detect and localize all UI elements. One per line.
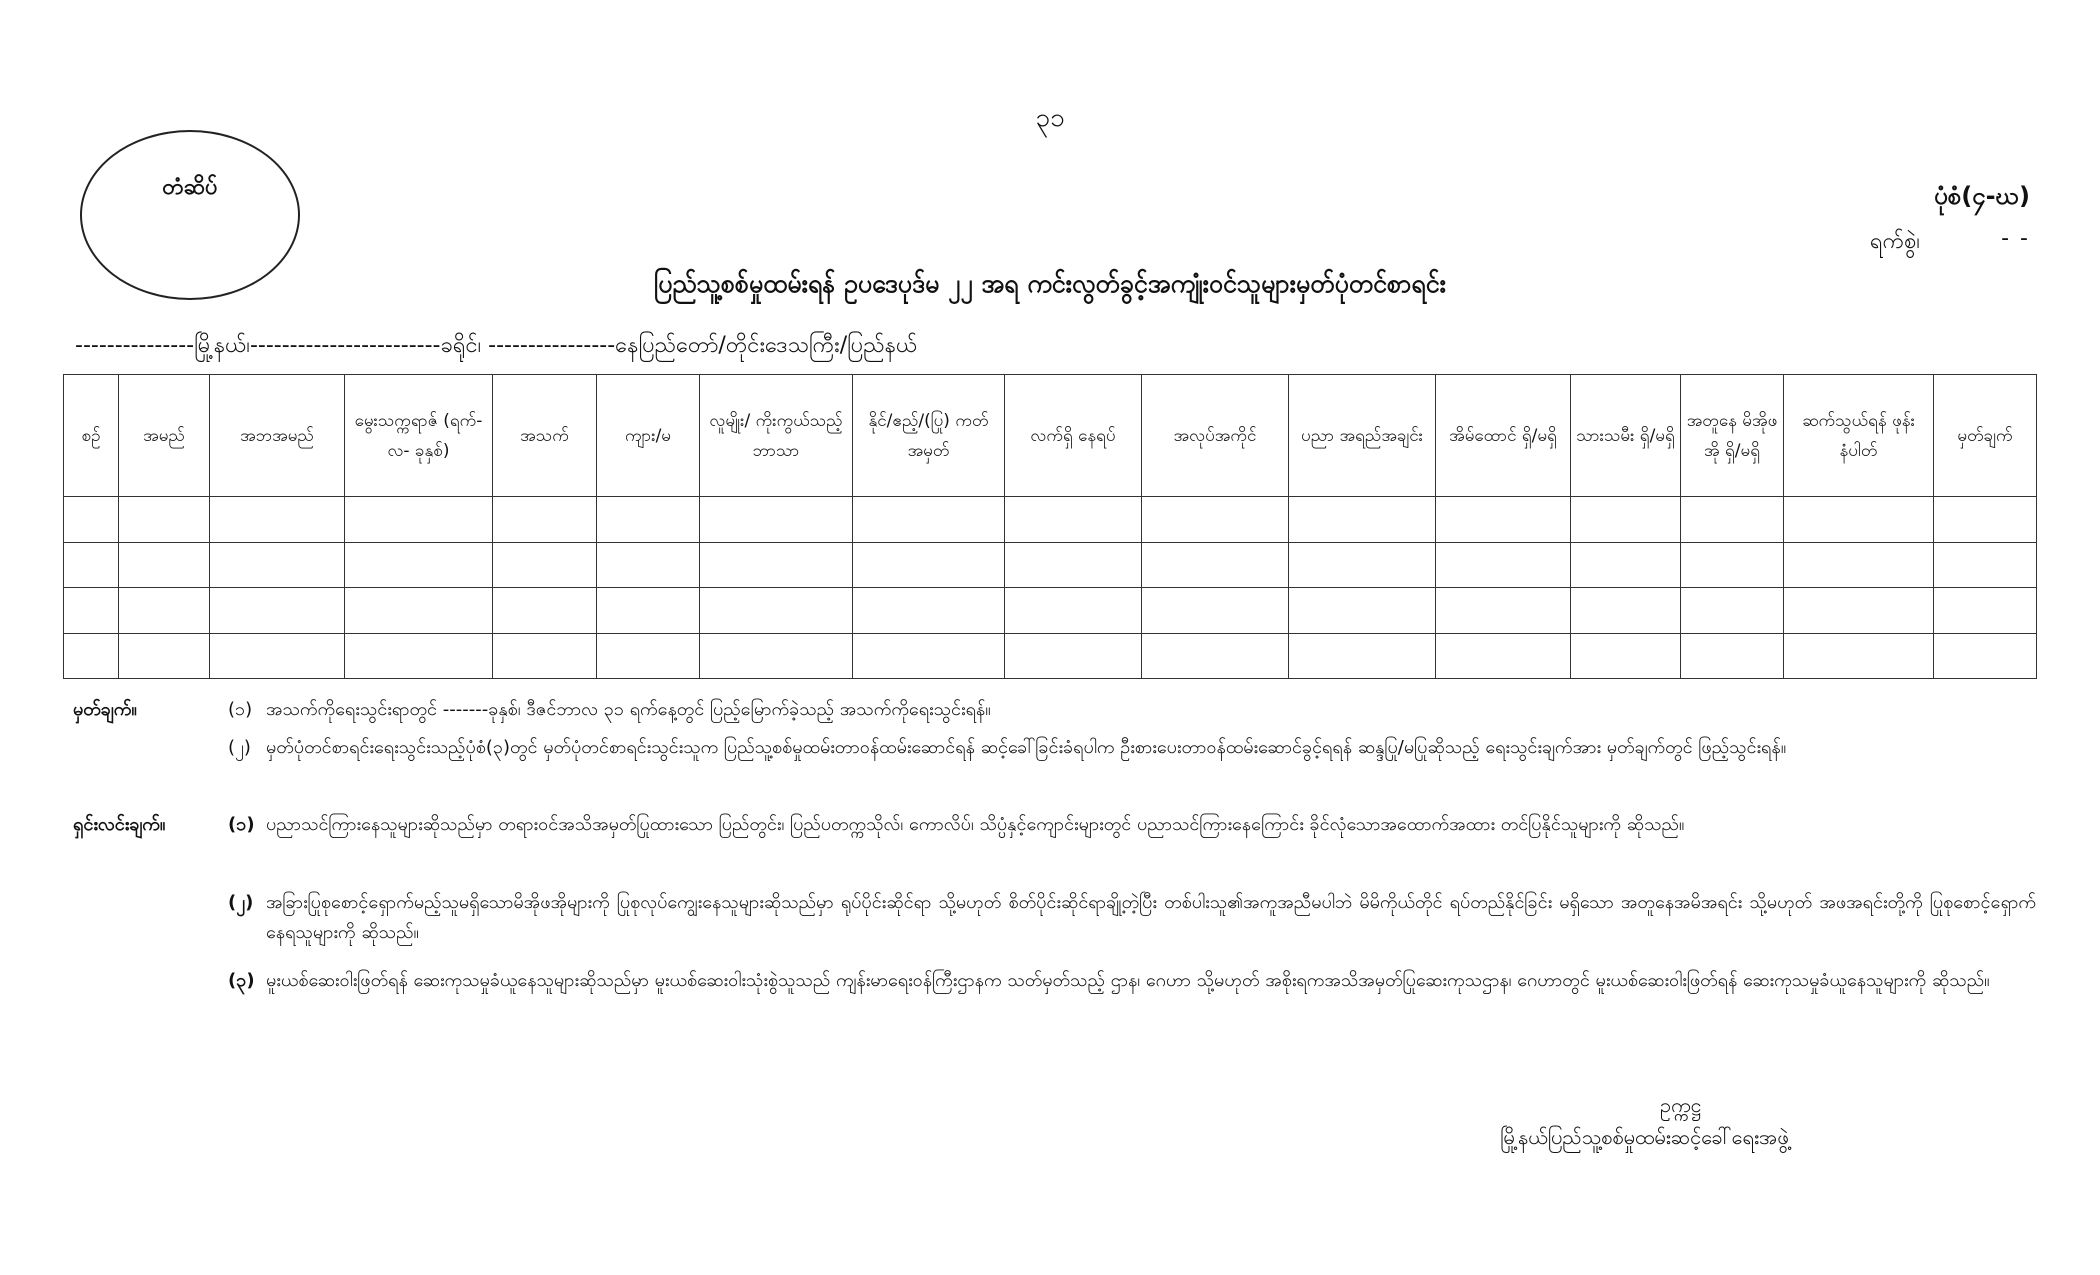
table-cell[interactable]	[210, 542, 345, 588]
note-item-1	[228, 695, 2036, 725]
explanation-number: (၁)	[228, 814, 255, 835]
seal-label: တံဆိပ်	[162, 175, 218, 200]
table-row	[64, 633, 2037, 679]
location-line: ---------------မြို့နယ်၊------------------------ခရိုင်၊ ----------------နေပြည်တော်/တိုင်းဒေသကြီး/ပြည်နယ်	[75, 333, 918, 358]
table-cell[interactable]	[1005, 497, 1142, 543]
explanation-number: (၃)	[228, 970, 255, 991]
explanation-number: (၂)	[228, 892, 254, 913]
table-cell[interactable]	[1005, 588, 1142, 634]
table-cell[interactable]	[1436, 588, 1571, 634]
table-cell[interactable]	[493, 633, 597, 679]
note-text: မှတ်ပုံတင်စာရင်းရေးသွင်းသည့်ပုံစံ(၃)တွင် မှတ်ပုံတင်စာရင်းသွင်းသူက ပြည်သူ့စစ်မှုထမ်းတာဝန်ထမ်းဆောင်ရန် ဆင့်ခေါ်ခြင်းခံရပါက ဦးစားပေးတာဝန်ထမ်းဆောင်ခွင့်ရရန် ဆန္ဒပြု/မပြုဆိုသည့် ရေးသွင်းချက်အား မှတ်ချက်တွင် ဖြည့်သွင်းရန်။	[266, 737, 1787, 758]
table-cell[interactable]	[1142, 633, 1289, 679]
table-cell[interactable]	[853, 633, 1005, 679]
date-label: ရက်စွဲ၊	[1869, 229, 1920, 254]
note-number: (၂)	[228, 737, 251, 758]
table-cell[interactable]	[1681, 497, 1784, 543]
register-table	[63, 374, 2037, 679]
table-cell[interactable]	[1784, 588, 1934, 634]
note-number: (၁)	[228, 699, 253, 720]
table-cell[interactable]	[1934, 588, 2037, 634]
table-cell[interactable]	[345, 588, 493, 634]
table-cell[interactable]	[119, 633, 210, 679]
table-cell[interactable]	[1571, 542, 1681, 588]
table-cell[interactable]	[493, 497, 597, 543]
header-occupation: အလုပ်အကိုင်	[1142, 375, 1289, 497]
explanation-item-3	[228, 966, 2036, 996]
table-cell[interactable]	[1681, 588, 1784, 634]
header-ethnicity-religion: လူမျိုး/ ကိုးကွယ်သည့် ဘာသာ	[700, 375, 853, 497]
page-number: ၃၁	[1035, 103, 1065, 133]
explanation-text: မူးယစ်ဆေးဝါးဖြတ်ရန် ဆေးကုသမှုခံယူနေသူများဆိုသည်မှာ မူးယစ်ဆေးဝါးသုံးစွဲသူသည် ကျန်းမာရေးဝန်ကြီးဌာနက သတ်မှတ်သည့် ဌာန၊ ဂေဟာ သို့မဟုတ် အစိုးရကအသိအမှတ်ပြုဆေးကုသဌာန၊ ဂေဟာတွင် မူးယစ်ဆေးဝါးဖြတ်ရန် ဆေးကုသမှုခံယူနေသူများကို ဆိုသည်။	[266, 970, 1990, 991]
table-cell[interactable]	[1571, 588, 1681, 634]
table-cell[interactable]	[1142, 497, 1289, 543]
explanations-label: ရှင်းလင်းချက်။	[73, 814, 166, 835]
table-cell[interactable]	[700, 497, 853, 543]
table-cell[interactable]	[597, 588, 700, 634]
explanation-item-2	[228, 888, 2036, 948]
table-cell[interactable]	[1289, 542, 1436, 588]
table-cell[interactable]	[853, 588, 1005, 634]
table-cell[interactable]	[64, 588, 119, 634]
table-cell[interactable]	[1005, 633, 1142, 679]
table-cell[interactable]	[853, 542, 1005, 588]
table-cell[interactable]	[64, 633, 119, 679]
table-row	[64, 588, 2037, 634]
table-cell[interactable]	[1784, 497, 1934, 543]
table-cell[interactable]	[493, 542, 597, 588]
header-children: သားသမီး ရှိ/မရှိ	[1571, 375, 1681, 497]
explanation-item-1	[228, 810, 2036, 840]
note-text: အသက်ကိုရေးသွင်းရာတွင် -------ခုနှစ်၊ ဒီဇင်ဘာလ ၃၁ ရက်နေ့တွင် ပြည့်မြောက်ခဲ့သည့် အသက်ကိုရေးသွင်းရန်။	[266, 699, 991, 720]
table-cell[interactable]	[700, 633, 853, 679]
table-cell[interactable]	[1142, 588, 1289, 634]
header-elderly-parents: အတူနေ မိအိုဖအို ရှိ/မရှိ	[1681, 375, 1784, 497]
table-cell[interactable]	[119, 588, 210, 634]
form-number: ပုံစံ(၄-ဃ)	[1934, 182, 2030, 210]
table-cell[interactable]	[210, 497, 345, 543]
header-remarks: မှတ်ချက်	[1934, 375, 2037, 497]
table-cell[interactable]	[1436, 497, 1571, 543]
header-serial: စဉ်	[64, 375, 119, 497]
table-cell[interactable]	[597, 497, 700, 543]
table-cell[interactable]	[1289, 497, 1436, 543]
header-married: အိမ်ထောင် ရှိ/မရှိ	[1436, 375, 1571, 497]
header-phone: ဆက်သွယ်ရန် ဖုန်းနံပါတ်	[1784, 375, 1934, 497]
table-cell[interactable]	[210, 588, 345, 634]
table-cell[interactable]	[1784, 633, 1934, 679]
table-cell[interactable]	[597, 542, 700, 588]
table-cell[interactable]	[1436, 633, 1571, 679]
table-cell[interactable]	[1005, 542, 1142, 588]
header-father-name: အဘအမည်	[210, 375, 345, 497]
table-cell[interactable]	[345, 633, 493, 679]
table-row	[64, 542, 2037, 588]
table-cell[interactable]	[1934, 497, 2037, 543]
table-cell[interactable]	[1681, 633, 1784, 679]
table-body	[64, 497, 2037, 679]
table-cell[interactable]	[64, 542, 119, 588]
explanation-text: ပညာသင်ကြားနေသူများဆိုသည်မှာ တရားဝင်အသိအမှတ်ပြုထားသော ပြည်တွင်း၊ ပြည်ပတက္ကသိုလ်၊ ကောလိပ်၊ သိပ္ပံနှင့်ကျောင်းများတွင် ပညာသင်ကြားနေကြောင်း ခိုင်လုံသောအထောက်အထား တင်ပြနိုင်သူများကို ဆိုသည်။	[266, 814, 1685, 835]
table-cell[interactable]	[1289, 588, 1436, 634]
signature-title: ဥက္ကဋ္ဌ	[1660, 1093, 1702, 1117]
header-id-card: နိုင်/ဧည့်/(ပြု) ကတ်အမှတ်	[853, 375, 1005, 497]
table-cell[interactable]	[853, 497, 1005, 543]
header-name: အမည်	[119, 375, 210, 497]
table-cell[interactable]	[597, 633, 700, 679]
table-cell[interactable]	[1436, 542, 1571, 588]
table-cell[interactable]	[64, 497, 119, 543]
table-cell[interactable]	[345, 497, 493, 543]
table-cell[interactable]	[1142, 542, 1289, 588]
table-cell[interactable]	[1784, 542, 1934, 588]
header-education: ပညာ အရည်အချင်း	[1289, 375, 1436, 497]
header-age: အသက်	[493, 375, 597, 497]
table-cell[interactable]	[210, 633, 345, 679]
table-cell[interactable]	[1934, 633, 2037, 679]
table-cell[interactable]	[345, 542, 493, 588]
table-row	[64, 497, 2037, 543]
document-title: ပြည်သူ့စစ်မှုထမ်းရန် ဥပဒေပုဒ်မ ၂၂ အရ ကင်းလွတ်ခွင့်အကျုံးဝင်သူများမှတ်ပုံတင်စာရင်း	[654, 269, 1446, 298]
explanation-text: အခြားပြုစုစောင့်ရှောက်မည့်သူမရှိသောမိအိုဖအိုများကို ပြုစုလုပ်ကျွေးနေသူများဆိုသည်မှာ ရုပ်ပိုင်းဆိုင်ရာ သို့မဟုတ် စိတ်ပိုင်းဆိုင်ရာချို့တဲ့ပြီး တစ်ပါးသူ၏အကူအညီမပါဘဲ မိမိကိုယ်တိုင် ရပ်တည်နိုင်ခြင်း မရှိသော အတူနေအမိအရင်း သို့မဟုတ် အဖအရင်းတို့ကို ပြုစုစောင့်ရှောက်နေရသူများကို ဆိုသည်။	[266, 892, 2036, 943]
table-cell[interactable]	[1934, 542, 2037, 588]
signature-organization: မြို့နယ်ပြည်သူ့စစ်မှုထမ်းဆင့်ခေါ်ရေးအဖွဲ့	[1500, 1125, 1789, 1149]
header-address: လက်ရှိ နေရပ်	[1005, 375, 1142, 497]
table-cell[interactable]	[1571, 633, 1681, 679]
date-value: - -	[2001, 226, 2030, 251]
table-cell[interactable]	[1289, 633, 1436, 679]
table-cell[interactable]	[1571, 497, 1681, 543]
header-gender: ကျား/မ	[597, 375, 700, 497]
table-cell[interactable]	[700, 542, 853, 588]
header-birth-date: မွေးသက္ကရာဇ် (ရက်-လ- ခုနှစ်)	[345, 375, 493, 497]
table-cell[interactable]	[119, 497, 210, 543]
notes-label: မှတ်ချက်။	[73, 699, 137, 720]
table-cell[interactable]	[700, 588, 853, 634]
note-item-2	[228, 733, 2036, 763]
table-cell[interactable]	[1681, 542, 1784, 588]
table-cell[interactable]	[119, 542, 210, 588]
table-cell[interactable]	[493, 588, 597, 634]
table-header-row	[64, 375, 2037, 497]
